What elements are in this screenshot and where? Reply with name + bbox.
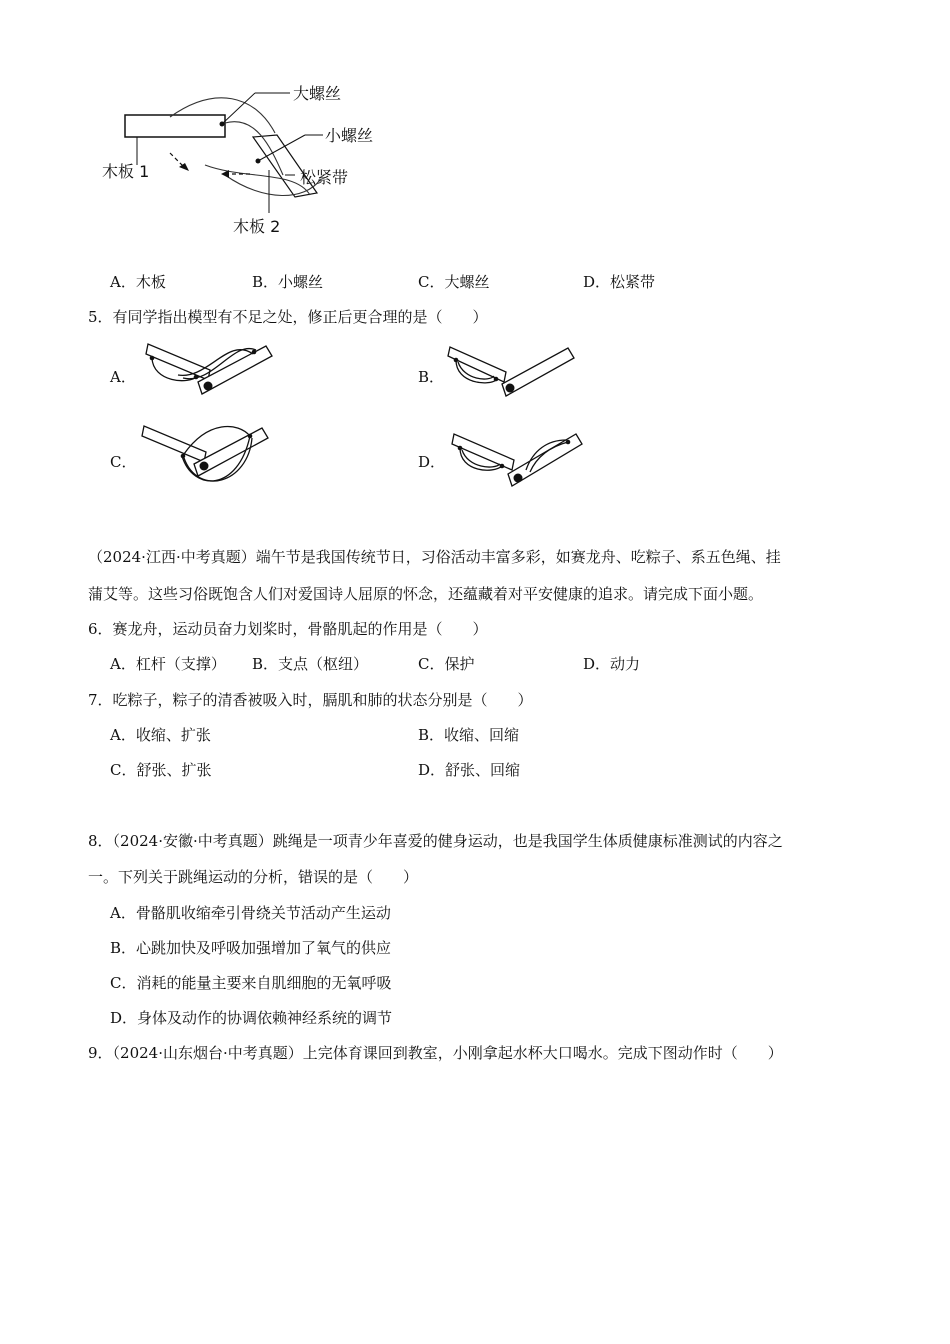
q6-option-c[interactable]: C．保护 [418, 655, 475, 673]
q6-option-a[interactable]: A．杠杆（支撑） [110, 655, 226, 673]
q4-option-a[interactable]: A．木板 [110, 273, 166, 291]
q5-stem: 5．有同学指出模型有不足之处，修正后更合理的是（ ） [88, 308, 488, 326]
q4-option-b[interactable]: B．小螺丝 [252, 273, 324, 291]
q7-stem: 7．吃粽子，粽子的清香被吸入时，膈肌和肺的状态分别是（ ） [88, 691, 533, 709]
q5-option-d-label[interactable]: D． [418, 453, 446, 471]
q9-stem: 9．（2024·山东烟台·中考真题）上完体育课回到教室，小刚拿起水杯大口喝水。完成下图动作时（ ） [88, 1044, 783, 1062]
board-1 [125, 115, 225, 137]
q7-option-c[interactable]: C．舒张、扩张 [110, 761, 212, 779]
q6-stem: 6．赛龙舟，运动员奋力划桨时，骨骼肌起的作用是（ ） [88, 620, 488, 638]
q5-option-c-figure [138, 422, 278, 494]
board-1-label: 木板 1 [102, 162, 150, 181]
strap-label: 松紧带 [300, 168, 349, 187]
q7-option-b[interactable]: B．收缩、回缩 [418, 726, 520, 744]
q5-option-d-figure [448, 430, 588, 494]
q8-stem-line-1: 8．（2024·安徽·中考真题）跳绳是一项青少年喜爱的健身运动，也是我国学生体质健康标准测试的内容之 [88, 832, 783, 850]
q8-stem-line-2: 一。下列关于跳绳运动的分析，错误的是（ ） [88, 868, 419, 886]
big-screw-label: 大螺丝 [293, 84, 342, 103]
q7-option-d[interactable]: D．舒张、回缩 [418, 761, 521, 779]
q5-option-a-label[interactable]: A． [110, 368, 136, 386]
passage-line-2: 蒲艾等。这些习俗既饱含人们对爱国诗人屈原的怀念，还蕴藏着对平安健康的追求。请完成下面小题。 [88, 585, 764, 603]
board-2 [253, 135, 317, 197]
q5-option-b-label[interactable]: B． [418, 368, 445, 386]
q6-option-b[interactable]: B．支点（枢纽） [252, 655, 369, 673]
q8-option-a[interactable]: A．骨骼肌收缩牵引骨绕关节活动产生运动 [110, 904, 391, 922]
small-screw-label: 小螺丝 [325, 126, 374, 145]
q8-option-c[interactable]: C．消耗的能量主要来自肌细胞的无氧呼吸 [110, 974, 392, 992]
q4-option-d[interactable]: D．松紧带 [583, 273, 656, 291]
q5-option-c-label[interactable]: C． [110, 453, 137, 471]
q5-option-a-figure [138, 340, 283, 400]
board-2-label: 木板 2 [233, 217, 281, 236]
q5-option-b-figure [444, 344, 579, 400]
joint-model-figure [95, 75, 395, 245]
passage-line-1: （2024·江西·中考真题）端午节是我国传统节日，习俗活动丰富多彩，如赛龙舟、吃粽子、系五色绳、挂 [88, 548, 781, 566]
q8-option-b[interactable]: B．心跳加快及呼吸加强增加了氧气的供应 [110, 939, 392, 957]
q7-option-a[interactable]: A．收缩、扩张 [110, 726, 211, 744]
q6-option-d[interactable]: D．动力 [583, 655, 641, 673]
q4-option-c[interactable]: C．大螺丝 [418, 273, 490, 291]
q8-option-d[interactable]: D．身体及动作的协调依赖神经系统的调节 [110, 1009, 393, 1027]
